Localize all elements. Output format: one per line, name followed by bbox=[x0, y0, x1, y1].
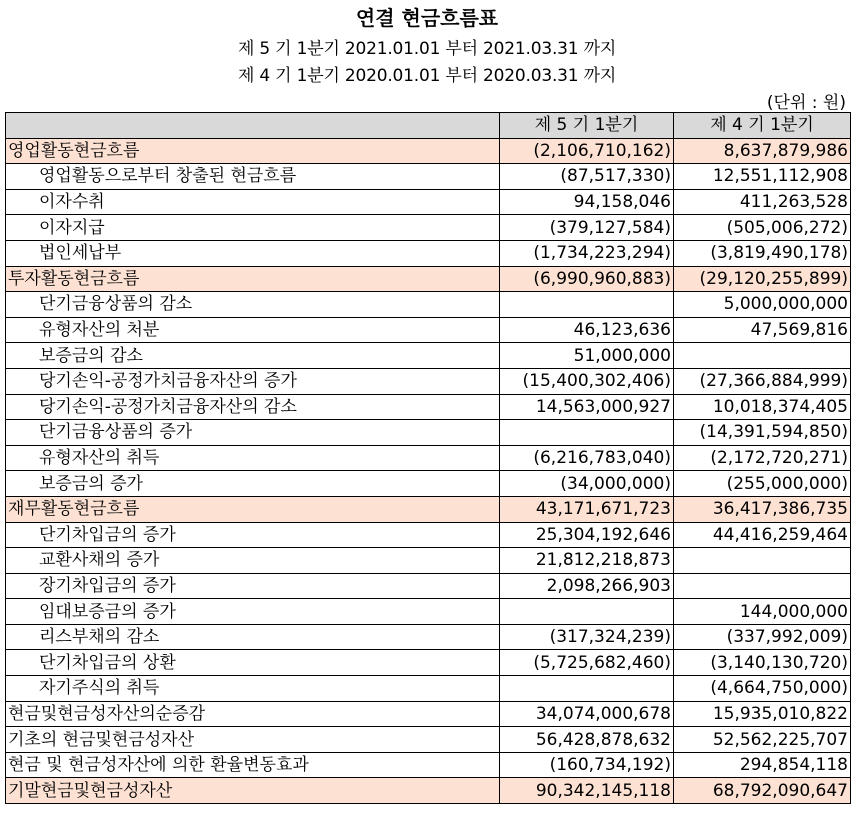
row-label: 교환사채의 증가 bbox=[6, 548, 500, 574]
table-header-row bbox=[6, 113, 851, 139]
unit-label: (단위 : 원) bbox=[766, 93, 846, 113]
row-current-value: 43,171,671,723 bbox=[500, 496, 674, 522]
row-label: 장기차입금의 증가 bbox=[6, 573, 500, 599]
row-prior-value: (14,391,594,850) bbox=[674, 420, 851, 446]
row-label: 유형자산의 처분 bbox=[6, 317, 500, 343]
row-current-value: (1,734,223,294) bbox=[500, 240, 674, 266]
table-row bbox=[6, 752, 851, 778]
row-current-value: 56,428,878,632 bbox=[500, 727, 674, 753]
row-prior-value: 15,935,010,822 bbox=[674, 701, 851, 727]
table-row bbox=[6, 548, 851, 574]
row-label: 투자활동현금흐름 bbox=[6, 266, 500, 292]
row-prior-value: 68,792,090,647 bbox=[674, 778, 851, 804]
row-prior-value: 44,416,259,464 bbox=[674, 522, 851, 548]
row-prior-value: (3,819,490,178) bbox=[674, 240, 851, 266]
row-current-value: 25,304,192,646 bbox=[500, 522, 674, 548]
period-current: 제 5 기 1분기 2021.01.01 부터 2021.03.31 까지 bbox=[237, 39, 617, 59]
table-row bbox=[6, 778, 851, 804]
row-label: 법인세납부 bbox=[6, 240, 500, 266]
row-prior-value: (505,006,272) bbox=[674, 215, 851, 241]
header-label bbox=[6, 113, 500, 139]
row-label: 영업활동으로부터 창출된 현금흐름 bbox=[6, 164, 500, 190]
table-row bbox=[6, 394, 851, 420]
row-prior-value: (255,000,000) bbox=[674, 471, 851, 497]
table-row bbox=[6, 599, 851, 625]
row-label: 단기금융상품의 증가 bbox=[6, 420, 500, 446]
row-prior-value: 5,000,000,000 bbox=[674, 292, 851, 318]
row-label: 영업활동현금흐름 bbox=[6, 138, 500, 164]
row-label: 현금및현금성자산의순증감 bbox=[6, 701, 500, 727]
row-current-value: (6,216,783,040) bbox=[500, 445, 674, 471]
row-prior-value: 144,000,000 bbox=[674, 599, 851, 625]
row-prior-value: (2,172,720,271) bbox=[674, 445, 851, 471]
row-current-value: (160,734,192) bbox=[500, 752, 674, 778]
table-row bbox=[6, 522, 851, 548]
row-label: 보증금의 증가 bbox=[6, 471, 500, 497]
row-label: 당기손익-공정가치금융자산의 감소 bbox=[6, 394, 500, 420]
table-row bbox=[6, 445, 851, 471]
row-current-value: (379,127,584) bbox=[500, 215, 674, 241]
cash-flow-table bbox=[5, 112, 851, 804]
row-label: 재무활동현금흐름 bbox=[6, 496, 500, 522]
row-prior-value: (29,120,255,899) bbox=[674, 266, 851, 292]
row-label: 당기손익-공정가치금융자산의 증가 bbox=[6, 368, 500, 394]
row-current-value: 14,563,000,927 bbox=[500, 394, 674, 420]
table-row bbox=[6, 189, 851, 215]
table-row bbox=[6, 573, 851, 599]
row-current-value: 21,812,218,873 bbox=[500, 548, 674, 574]
row-prior-value bbox=[674, 573, 851, 599]
table-row bbox=[6, 701, 851, 727]
table-row bbox=[6, 420, 851, 446]
table-row bbox=[6, 624, 851, 650]
row-prior-value: (337,992,009) bbox=[674, 624, 851, 650]
table-row bbox=[6, 240, 851, 266]
row-label: 기초의 현금및현금성자산 bbox=[6, 727, 500, 753]
table-row bbox=[6, 343, 851, 369]
table-row bbox=[6, 138, 851, 164]
row-prior-value: 411,263,528 bbox=[674, 189, 851, 215]
row-current-value: (34,000,000) bbox=[500, 471, 674, 497]
header-prior: 제 4 기 1분기 bbox=[674, 113, 851, 139]
row-label: 현금 및 현금성자산에 의한 환율변동효과 bbox=[6, 752, 500, 778]
row-current-value bbox=[500, 676, 674, 702]
table-row bbox=[6, 292, 851, 318]
table-row bbox=[6, 496, 851, 522]
row-prior-value: 52,562,225,707 bbox=[674, 727, 851, 753]
row-prior-value: (3,140,130,720) bbox=[674, 650, 851, 676]
row-label: 기말현금및현금성자산 bbox=[6, 778, 500, 804]
row-label: 단기차입금의 증가 bbox=[6, 522, 500, 548]
table-row bbox=[6, 727, 851, 753]
table-row bbox=[6, 471, 851, 497]
row-current-value: 90,342,145,118 bbox=[500, 778, 674, 804]
row-label: 임대보증금의 증가 bbox=[6, 599, 500, 625]
header-current: 제 5 기 1분기 bbox=[500, 113, 674, 139]
row-label: 단기금융상품의 감소 bbox=[6, 292, 500, 318]
row-current-value: 2,098,266,903 bbox=[500, 573, 674, 599]
row-prior-value bbox=[674, 343, 851, 369]
table-row bbox=[6, 164, 851, 190]
row-prior-value: 12,551,112,908 bbox=[674, 164, 851, 190]
row-label: 이자수취 bbox=[6, 189, 500, 215]
row-prior-value: 10,018,374,405 bbox=[674, 394, 851, 420]
row-label: 리스부채의 감소 bbox=[6, 624, 500, 650]
row-current-value: (2,106,710,162) bbox=[500, 138, 674, 164]
period-prior: 제 4 기 1분기 2020.01.01 부터 2020.03.31 까지 bbox=[237, 66, 617, 86]
table-row bbox=[6, 215, 851, 241]
table-row bbox=[6, 368, 851, 394]
table-row bbox=[6, 266, 851, 292]
row-label: 자기주식의 취득 bbox=[6, 676, 500, 702]
row-prior-value: 47,569,816 bbox=[674, 317, 851, 343]
row-current-value: 34,074,000,678 bbox=[500, 701, 674, 727]
row-current-value: 94,158,046 bbox=[500, 189, 674, 215]
row-current-value bbox=[500, 292, 674, 318]
row-current-value: (317,324,239) bbox=[500, 624, 674, 650]
row-current-value bbox=[500, 420, 674, 446]
row-current-value: 46,123,636 bbox=[500, 317, 674, 343]
row-current-value: (15,400,302,406) bbox=[500, 368, 674, 394]
row-current-value: (6,990,960,883) bbox=[500, 266, 674, 292]
row-current-value bbox=[500, 599, 674, 625]
row-current-value: (5,725,682,460) bbox=[500, 650, 674, 676]
row-label: 이자지급 bbox=[6, 215, 500, 241]
row-current-value: 51,000,000 bbox=[500, 343, 674, 369]
row-current-value: (87,517,330) bbox=[500, 164, 674, 190]
row-label: 보증금의 감소 bbox=[6, 343, 500, 369]
table-row bbox=[6, 317, 851, 343]
row-prior-value: 8,637,879,986 bbox=[674, 138, 851, 164]
table-row bbox=[6, 676, 851, 702]
row-prior-value: 294,854,118 bbox=[674, 752, 851, 778]
row-prior-value: 36,417,386,735 bbox=[674, 496, 851, 522]
report-title: 연결 현금흐름표 bbox=[355, 6, 499, 30]
row-prior-value: (4,664,750,000) bbox=[674, 676, 851, 702]
row-label: 단기차입금의 상환 bbox=[6, 650, 500, 676]
row-prior-value: (27,366,884,999) bbox=[674, 368, 851, 394]
row-label: 유형자산의 취득 bbox=[6, 445, 500, 471]
table-row bbox=[6, 650, 851, 676]
row-prior-value bbox=[674, 548, 851, 574]
